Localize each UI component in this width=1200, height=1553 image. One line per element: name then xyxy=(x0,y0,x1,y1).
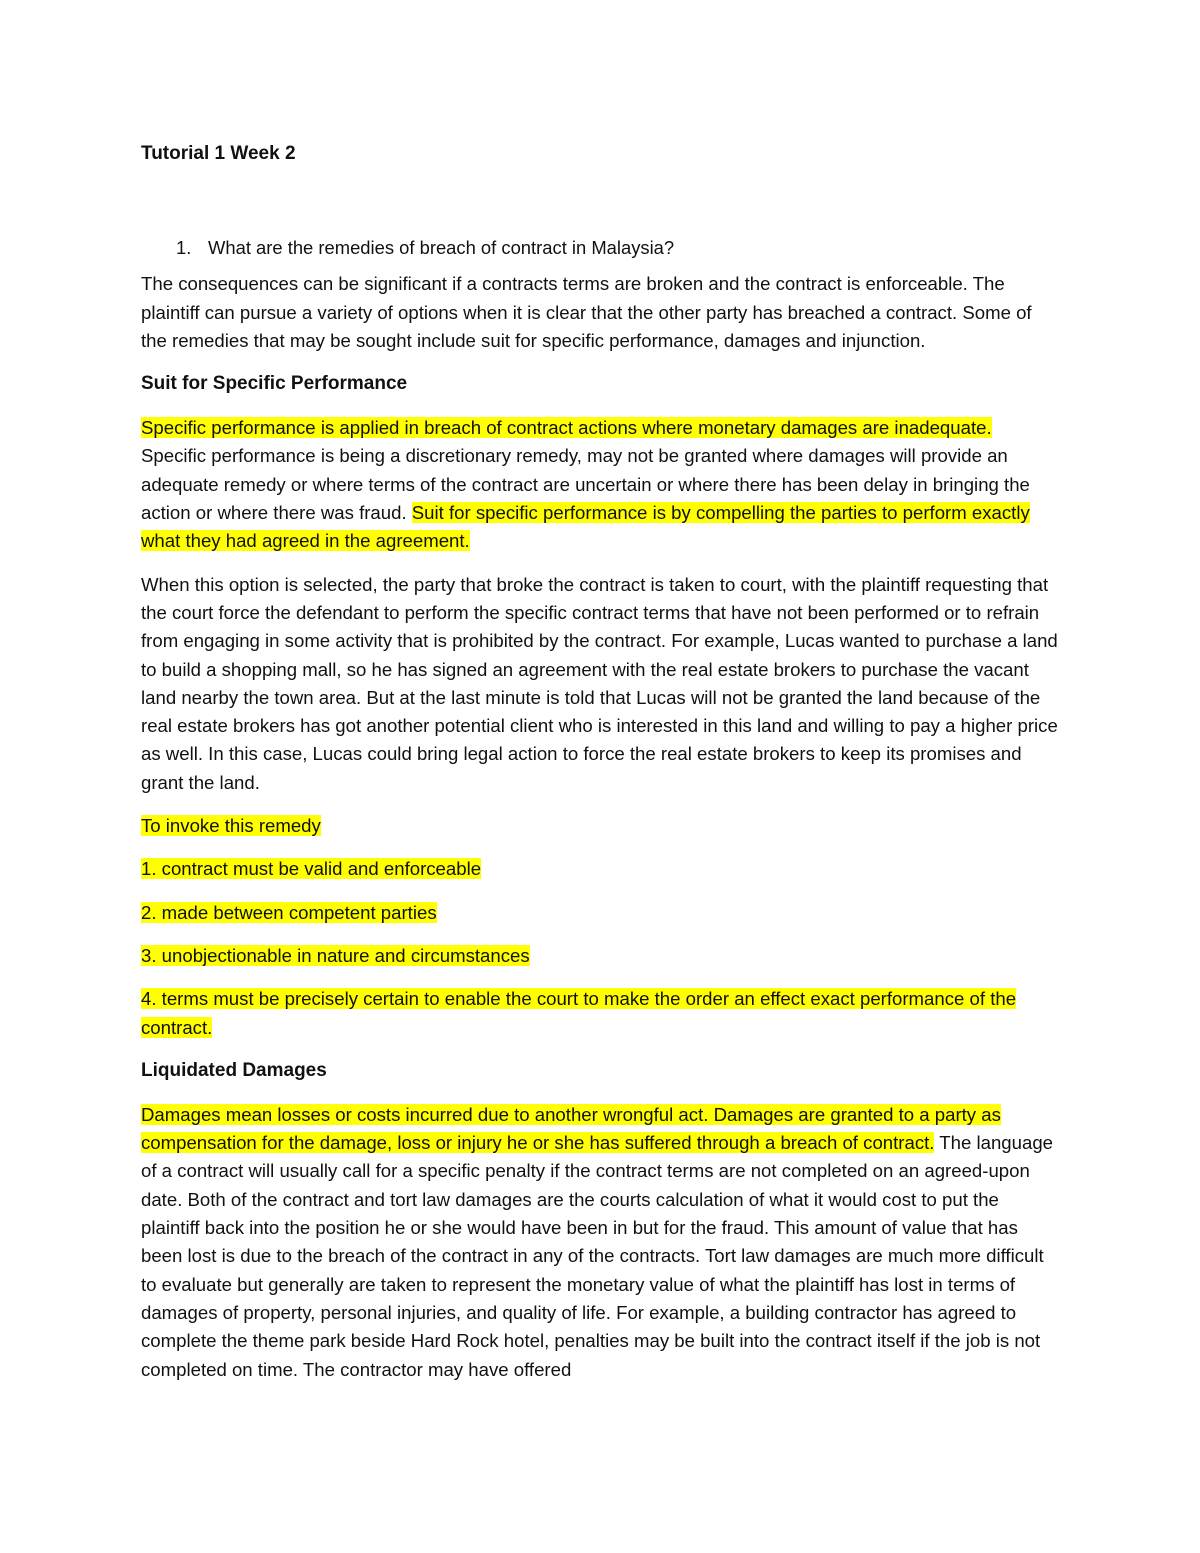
requirement-item xyxy=(141,899,1059,927)
section-heading-liquidated-damages: Liquidated Damages xyxy=(141,1059,327,1081)
highlighted-text: To invoke this remedy xyxy=(141,815,321,837)
paragraph-text: Specific performance is being a discretionary remedy, may not be granted where damages will provide an adequate remedy or where terms of the contract are uncertain or where there has been delay in bringing the action or where there was fraud. xyxy=(141,445,1030,524)
requirement-item xyxy=(141,855,1059,883)
question-number: 1. xyxy=(176,237,192,258)
requirement-item xyxy=(141,942,1059,970)
document-title: Tutorial 1 Week 2 xyxy=(141,143,296,164)
invoke-remedy-label xyxy=(141,812,1059,840)
highlighted-text: 1. contract must be valid and enforceable xyxy=(141,858,482,880)
intro-paragraph: The consequences can be significant if a contracts terms are broken and the contract is enforceable. The plaintiff can pursue a variety of options when it is clear that the other party has breached a contract. Some of the remedies that may be sought include suit for specific performance, damages and injunction. xyxy=(141,273,1032,351)
highlighted-text: Damages mean losses or costs incurred due to another wrongful act. Damages are granted to a party as compensation for the damage, loss or injury he or she has suffered through a breach of contract. xyxy=(141,1103,1001,1154)
highlighted-text: 4. terms must be precisely certain to enable the court to make the order an effect exact performance of the contract. xyxy=(141,988,1017,1038)
highlighted-text: Suit for specific performance is by compelling the parties to perform exactly what they had agreed in the agreement. xyxy=(141,502,1030,552)
highlighted-text: 3. unobjectionable in nature and circumstances xyxy=(141,944,530,966)
liquidated-damages-paragraph xyxy=(141,1101,1059,1384)
document-body xyxy=(141,140,1059,1399)
question-item xyxy=(141,234,1059,262)
requirement-item xyxy=(141,985,1059,1042)
specific-performance-paragraph xyxy=(141,414,1059,555)
question-text: What are the remedies of breach of contract in Malaysia? xyxy=(208,237,675,258)
highlighted-text: 2. made between competent parties xyxy=(141,901,437,923)
section-heading-specific-performance: Suit for Specific Performance xyxy=(141,373,408,395)
highlighted-text: Specific performance is applied in breach of contract actions where monetary damages are inadequate. xyxy=(141,417,992,439)
paragraph-text: The language of a contract will usually call for a specific penalty if the contract terms are not completed on an agreed-upon date. Both of the contract and tort law damages are the courts calculation of what it would cost to put the plaintiff back into the position he or she would have been in but for the fraud. This amount of value that has been lost is due to the breach of the contract in any of the contracts. Tort law damages are much more difficult to evaluate but generally are taken to represent the monetary value of what the plaintiff has lost in terms of damages of property, personal injuries, and quality of life. For example, a building contractor has agreed to complete the theme park beside Hard Rock hotel, penalties may be built into the contract itself if the job is not completed on time. The contractor may have offered xyxy=(141,1132,1054,1380)
example-paragraph: When this option is selected, the party that broke the contract is taken to court, with the plaintiff requesting that the court force the defendant to perform the specific contract terms that have not been performed or to refrain from engaging in some activity that is prohibited by the contract. For example, Lucas wanted to purchase a land to build a shopping mall, so he has signed an agreement with the real estate brokers to purchase the vacant land nearby the town area. But at the last minute is told that Lucas will not be granted the land because of the real estate brokers has got another potential client who is interested in this land and willing to pay a higher price as well. In this case, Lucas could bring legal action to force the real estate brokers to keep its promises and grant the land. xyxy=(141,573,1058,793)
